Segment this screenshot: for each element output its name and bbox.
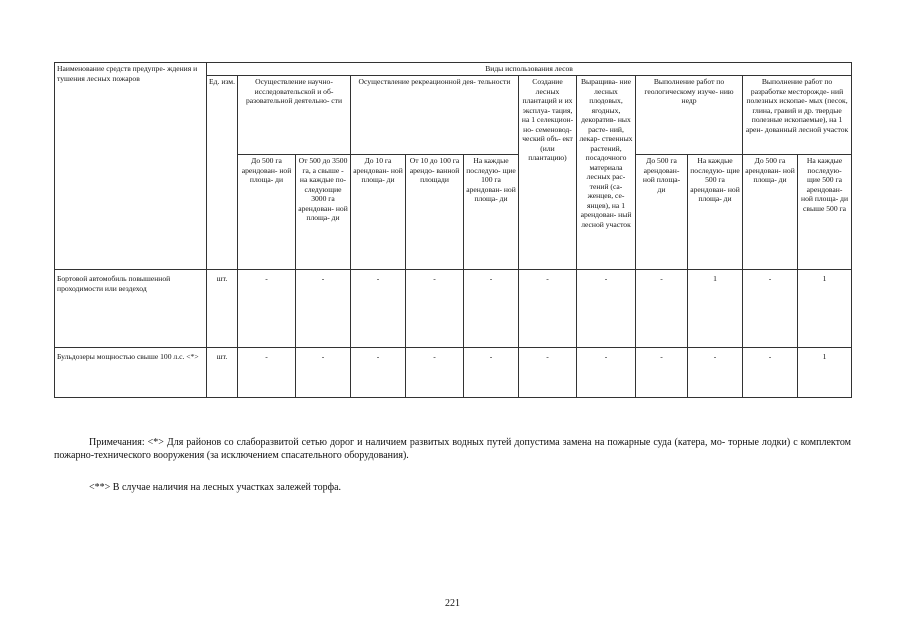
subheader-cell: До 500 га арендован- ной площа- ди xyxy=(238,155,296,270)
value-cell: - xyxy=(464,270,519,348)
row-unit: шт. xyxy=(207,270,238,348)
row-name: Бульдозеры мощностью свыше 100 л.с. <*> xyxy=(55,348,207,398)
footnote-1: Примечания: <*> Для районов со слаборазвитой сетью дорог и наличием развитых водных путей допустима замена на пожарные суда (катера, мо- торные лодки) с комплектом пожарно-технического вооружения (за исключением спасательного оборудования). xyxy=(54,437,851,461)
value-cell: - xyxy=(238,270,296,348)
table-row xyxy=(55,270,852,348)
subheader-cell: На каждые последую- щие 100 га арендован- ной площа- ди xyxy=(464,155,519,270)
value-cell: - xyxy=(296,348,351,398)
row-name: Бортовой автомобиль повышенной проходимости или вездеход xyxy=(55,270,207,348)
subheader-cell: На каждые последую- щие 500 га арендован- ной площа- ди xyxy=(688,155,743,270)
subheader-cell: До 500 га арендован- ной площа- ди xyxy=(636,155,688,270)
value-cell: - xyxy=(296,270,351,348)
value-cell: - xyxy=(577,270,636,348)
value-cell: 1 xyxy=(798,348,852,398)
subheader-cell: До 500 га арендован- ной площа- ди xyxy=(743,155,798,270)
subheader-cell: До 10 га арендован- ной площа- ди xyxy=(351,155,406,270)
value-cell: - xyxy=(406,348,464,398)
row-unit: шт. xyxy=(207,348,238,398)
group-header-research: Осуществление научно- исследовательской и об- разовательной деятельно- сти xyxy=(238,76,351,155)
value-cell: - xyxy=(464,348,519,398)
footnote-2: <**> В случае наличия на лесных участках залежей торфа. xyxy=(89,482,342,493)
unit-header: Ед. изм. xyxy=(207,76,238,270)
group-header-mining: Выполнение работ по разработке месторожде- ний полезных ископае- мых (песок, глина, гравий и др. твердые полезные ископаемые), на 1 арен- дованный лесной участок xyxy=(743,76,852,155)
value-cell: - xyxy=(743,270,798,348)
value-cell: - xyxy=(519,348,577,398)
value-cell: - xyxy=(238,348,296,398)
equipment-name-header: Наименование средств предупре- ждения и тушения лесных пожаров xyxy=(55,63,207,270)
table-row xyxy=(55,348,852,398)
value-cell: - xyxy=(519,270,577,348)
subheader-cell: От 10 до 100 га арендо- ванной площади xyxy=(406,155,464,270)
group-header-plantations: Создание лесных плантаций и их эксплуа- тация, на 1 селекцион- но- семеновод- ческий объ- ект (или плантацию) xyxy=(519,76,577,270)
value-cell: - xyxy=(406,270,464,348)
value-cell: - xyxy=(743,348,798,398)
page-number: 221 xyxy=(445,598,460,609)
subheader-cell: На каждые последую- щие 500 га арендован- ной площа- ди свыше 500 га xyxy=(798,155,852,270)
fire-equipment-table xyxy=(54,62,852,398)
value-cell: 1 xyxy=(798,270,852,348)
group-header-geology: Выполнение работ по геологическому изуче- нию недр xyxy=(636,76,743,155)
value-cell: - xyxy=(351,348,406,398)
value-cell: 1 xyxy=(688,270,743,348)
value-cell: - xyxy=(636,270,688,348)
value-cell: - xyxy=(351,270,406,348)
value-cell: - xyxy=(688,348,743,398)
usage-types-header: Виды использования лесов xyxy=(207,63,852,76)
group-header-recreation: Осуществление рекреационной дея- тельности xyxy=(351,76,519,155)
subheader-cell: От 500 до 3500 га, а свыше - на каждые по- следующие 3000 га арендован- ной площа- ди xyxy=(296,155,351,270)
value-cell: - xyxy=(577,348,636,398)
value-cell: - xyxy=(636,348,688,398)
group-header-cultivation: Выращива- ние лесных плодовых, ягодных, декоратив- ных расте- ний, лекар- ственных растений, посадочного материала лесных рас- тений (са- женцев, се- янцев), на 1 арендован- ный лесной участок xyxy=(577,76,636,270)
